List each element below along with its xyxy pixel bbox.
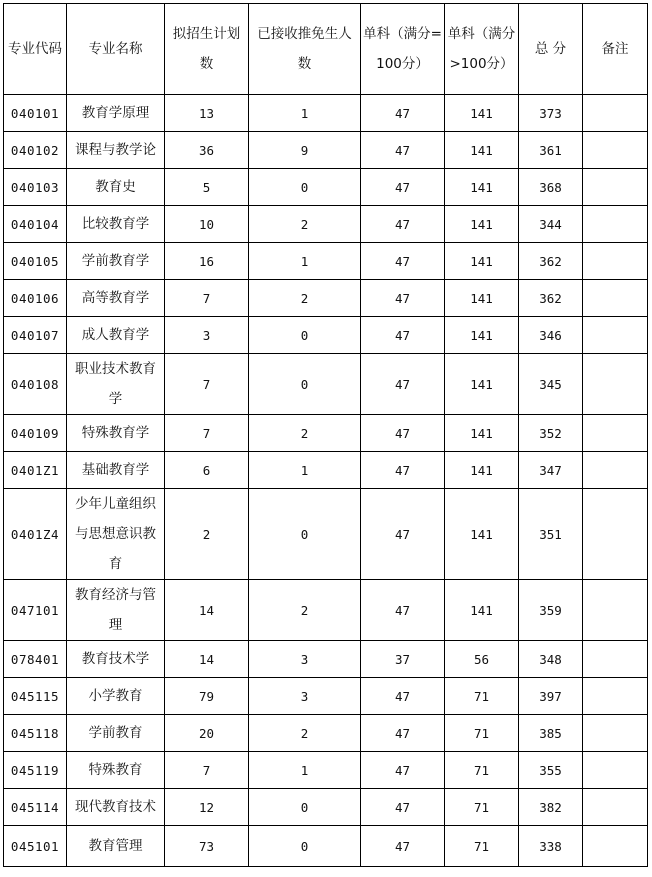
- cell-major-name: 学前教育学: [67, 243, 165, 280]
- header-plan-count: 拟招生计划数: [165, 4, 249, 95]
- cell-plan-count: 7: [165, 354, 249, 415]
- cell-single-subject-over-100: 71: [445, 826, 519, 867]
- cell-single-subject-100: 47: [361, 95, 445, 132]
- table-row: [4, 826, 648, 867]
- cell-single-subject-over-100: 141: [445, 452, 519, 489]
- cell-notes: [583, 489, 648, 580]
- table-row: [4, 169, 648, 206]
- cell-single-subject-100: 37: [361, 641, 445, 678]
- cell-single-subject-100: 47: [361, 206, 445, 243]
- header-recommended-count: 已接收推免生人数: [249, 4, 361, 95]
- cell-notes: [583, 452, 648, 489]
- cell-single-subject-over-100: 141: [445, 317, 519, 354]
- cell-single-subject-over-100: 56: [445, 641, 519, 678]
- cell-plan-count: 3: [165, 317, 249, 354]
- table-row: [4, 280, 648, 317]
- cell-plan-count: 36: [165, 132, 249, 169]
- table-body: [4, 95, 648, 867]
- cell-plan-count: 12: [165, 789, 249, 826]
- cell-single-subject-100: 47: [361, 280, 445, 317]
- cell-major-name: 特殊教育学: [67, 415, 165, 452]
- cell-plan-count: 10: [165, 206, 249, 243]
- cell-major-name: 教育技术学: [67, 641, 165, 678]
- cell-single-subject-100: 47: [361, 489, 445, 580]
- cell-major-name: 教育管理: [67, 826, 165, 867]
- cell-major-code: 0401Z1: [4, 452, 67, 489]
- cell-recommended-count: 0: [249, 489, 361, 580]
- table-row: [4, 132, 648, 169]
- cell-single-subject-100: 47: [361, 415, 445, 452]
- cell-total-score: 355: [519, 752, 583, 789]
- table-row: [4, 354, 648, 415]
- cell-recommended-count: 1: [249, 752, 361, 789]
- header-notes: 备注: [583, 4, 648, 95]
- cell-single-subject-100: 47: [361, 752, 445, 789]
- cell-recommended-count: 2: [249, 280, 361, 317]
- cell-single-subject-over-100: 141: [445, 280, 519, 317]
- cell-major-name: 现代教育技术: [67, 789, 165, 826]
- cell-notes: [583, 354, 648, 415]
- cell-single-subject-100: 47: [361, 132, 445, 169]
- admission-score-table: [3, 3, 648, 867]
- cell-major-name: 比较教育学: [67, 206, 165, 243]
- cell-major-code: 040107: [4, 317, 67, 354]
- cell-total-score: 359: [519, 580, 583, 641]
- table-row: [4, 715, 648, 752]
- table-row: [4, 580, 648, 641]
- cell-notes: [583, 826, 648, 867]
- cell-recommended-count: 0: [249, 826, 361, 867]
- cell-total-score: 345: [519, 354, 583, 415]
- cell-plan-count: 7: [165, 280, 249, 317]
- cell-recommended-count: 2: [249, 715, 361, 752]
- cell-plan-count: 20: [165, 715, 249, 752]
- cell-total-score: 347: [519, 452, 583, 489]
- table-row: [4, 452, 648, 489]
- table-row: [4, 415, 648, 452]
- cell-plan-count: 7: [165, 415, 249, 452]
- cell-total-score: 361: [519, 132, 583, 169]
- table-row: [4, 678, 648, 715]
- cell-single-subject-100: 47: [361, 317, 445, 354]
- cell-major-name: 职业技术教育学: [67, 354, 165, 415]
- cell-recommended-count: 0: [249, 354, 361, 415]
- cell-single-subject-over-100: 71: [445, 678, 519, 715]
- cell-major-name: 成人教育学: [67, 317, 165, 354]
- cell-total-score: 348: [519, 641, 583, 678]
- cell-total-score: 397: [519, 678, 583, 715]
- cell-notes: [583, 132, 648, 169]
- cell-plan-count: 7: [165, 752, 249, 789]
- cell-total-score: 373: [519, 95, 583, 132]
- table-row: [4, 641, 648, 678]
- cell-recommended-count: 1: [249, 243, 361, 280]
- cell-plan-count: 79: [165, 678, 249, 715]
- cell-single-subject-100: 47: [361, 678, 445, 715]
- cell-total-score: 362: [519, 243, 583, 280]
- cell-single-subject-over-100: 141: [445, 169, 519, 206]
- cell-plan-count: 16: [165, 243, 249, 280]
- cell-recommended-count: 2: [249, 580, 361, 641]
- cell-total-score: 385: [519, 715, 583, 752]
- cell-notes: [583, 715, 648, 752]
- cell-single-subject-over-100: 141: [445, 354, 519, 415]
- cell-plan-count: 2: [165, 489, 249, 580]
- cell-single-subject-over-100: 71: [445, 789, 519, 826]
- cell-major-code: 047101: [4, 580, 67, 641]
- cell-single-subject-over-100: 141: [445, 415, 519, 452]
- cell-major-code: 040109: [4, 415, 67, 452]
- cell-notes: [583, 169, 648, 206]
- cell-total-score: 352: [519, 415, 583, 452]
- table-row: [4, 489, 648, 580]
- cell-major-code: 040103: [4, 169, 67, 206]
- cell-major-name: 高等教育学: [67, 280, 165, 317]
- header-single-subject-over-100: 单科（满分>100分）: [445, 4, 519, 95]
- cell-total-score: 346: [519, 317, 583, 354]
- cell-major-code: 040106: [4, 280, 67, 317]
- cell-single-subject-100: 47: [361, 715, 445, 752]
- cell-major-code: 045118: [4, 715, 67, 752]
- table-row: [4, 243, 648, 280]
- cell-recommended-count: 9: [249, 132, 361, 169]
- cell-recommended-count: 3: [249, 641, 361, 678]
- cell-single-subject-over-100: 141: [445, 206, 519, 243]
- cell-single-subject-over-100: 71: [445, 715, 519, 752]
- cell-major-code: 0401Z4: [4, 489, 67, 580]
- cell-major-code: 045114: [4, 789, 67, 826]
- cell-notes: [583, 95, 648, 132]
- cell-recommended-count: 0: [249, 169, 361, 206]
- cell-notes: [583, 752, 648, 789]
- cell-total-score: 368: [519, 169, 583, 206]
- header-total-score: 总 分: [519, 4, 583, 95]
- cell-recommended-count: 0: [249, 317, 361, 354]
- cell-notes: [583, 206, 648, 243]
- table-row: [4, 317, 648, 354]
- cell-single-subject-over-100: 141: [445, 580, 519, 641]
- cell-notes: [583, 317, 648, 354]
- cell-single-subject-over-100: 141: [445, 489, 519, 580]
- cell-notes: [583, 580, 648, 641]
- cell-plan-count: 5: [165, 169, 249, 206]
- cell-total-score: 382: [519, 789, 583, 826]
- cell-notes: [583, 280, 648, 317]
- cell-single-subject-100: 47: [361, 243, 445, 280]
- cell-major-name: 课程与教学论: [67, 132, 165, 169]
- cell-major-code: 045119: [4, 752, 67, 789]
- cell-notes: [583, 678, 648, 715]
- cell-major-name: 基础教育学: [67, 452, 165, 489]
- cell-major-name: 学前教育: [67, 715, 165, 752]
- cell-single-subject-100: 47: [361, 169, 445, 206]
- cell-major-name: 小学教育: [67, 678, 165, 715]
- cell-single-subject-100: 47: [361, 826, 445, 867]
- cell-major-code: 078401: [4, 641, 67, 678]
- cell-total-score: 344: [519, 206, 583, 243]
- cell-major-name: 少年儿童组织与思想意识教育: [67, 489, 165, 580]
- cell-single-subject-100: 47: [361, 789, 445, 826]
- cell-single-subject-over-100: 141: [445, 95, 519, 132]
- cell-total-score: 362: [519, 280, 583, 317]
- cell-plan-count: 73: [165, 826, 249, 867]
- table-row: [4, 789, 648, 826]
- header-single-subject-100: 单科（满分=100分）: [361, 4, 445, 95]
- cell-plan-count: 6: [165, 452, 249, 489]
- cell-recommended-count: 2: [249, 415, 361, 452]
- cell-major-name: 教育经济与管理: [67, 580, 165, 641]
- cell-notes: [583, 789, 648, 826]
- cell-recommended-count: 0: [249, 789, 361, 826]
- table-row: [4, 752, 648, 789]
- cell-plan-count: 14: [165, 641, 249, 678]
- cell-recommended-count: 3: [249, 678, 361, 715]
- cell-major-code: 040102: [4, 132, 67, 169]
- table-row: [4, 206, 648, 243]
- cell-major-code: 040108: [4, 354, 67, 415]
- cell-major-code: 040105: [4, 243, 67, 280]
- cell-plan-count: 14: [165, 580, 249, 641]
- cell-major-code: 045101: [4, 826, 67, 867]
- cell-single-subject-over-100: 71: [445, 752, 519, 789]
- cell-single-subject-100: 47: [361, 354, 445, 415]
- cell-single-subject-over-100: 141: [445, 132, 519, 169]
- table-row: [4, 95, 648, 132]
- cell-single-subject-100: 47: [361, 452, 445, 489]
- header-major-name: 专业名称: [67, 4, 165, 95]
- header-row: [4, 4, 648, 95]
- cell-notes: [583, 641, 648, 678]
- cell-notes: [583, 415, 648, 452]
- cell-total-score: 351: [519, 489, 583, 580]
- cell-notes: [583, 243, 648, 280]
- cell-major-code: 040104: [4, 206, 67, 243]
- cell-recommended-count: 1: [249, 95, 361, 132]
- cell-recommended-count: 2: [249, 206, 361, 243]
- cell-recommended-count: 1: [249, 452, 361, 489]
- cell-total-score: 338: [519, 826, 583, 867]
- header-major-code: 专业代码: [4, 4, 67, 95]
- cell-single-subject-over-100: 141: [445, 243, 519, 280]
- cell-major-name: 教育史: [67, 169, 165, 206]
- cell-major-code: 045115: [4, 678, 67, 715]
- cell-major-code: 040101: [4, 95, 67, 132]
- cell-major-name: 教育学原理: [67, 95, 165, 132]
- cell-plan-count: 13: [165, 95, 249, 132]
- cell-major-name: 特殊教育: [67, 752, 165, 789]
- cell-single-subject-100: 47: [361, 580, 445, 641]
